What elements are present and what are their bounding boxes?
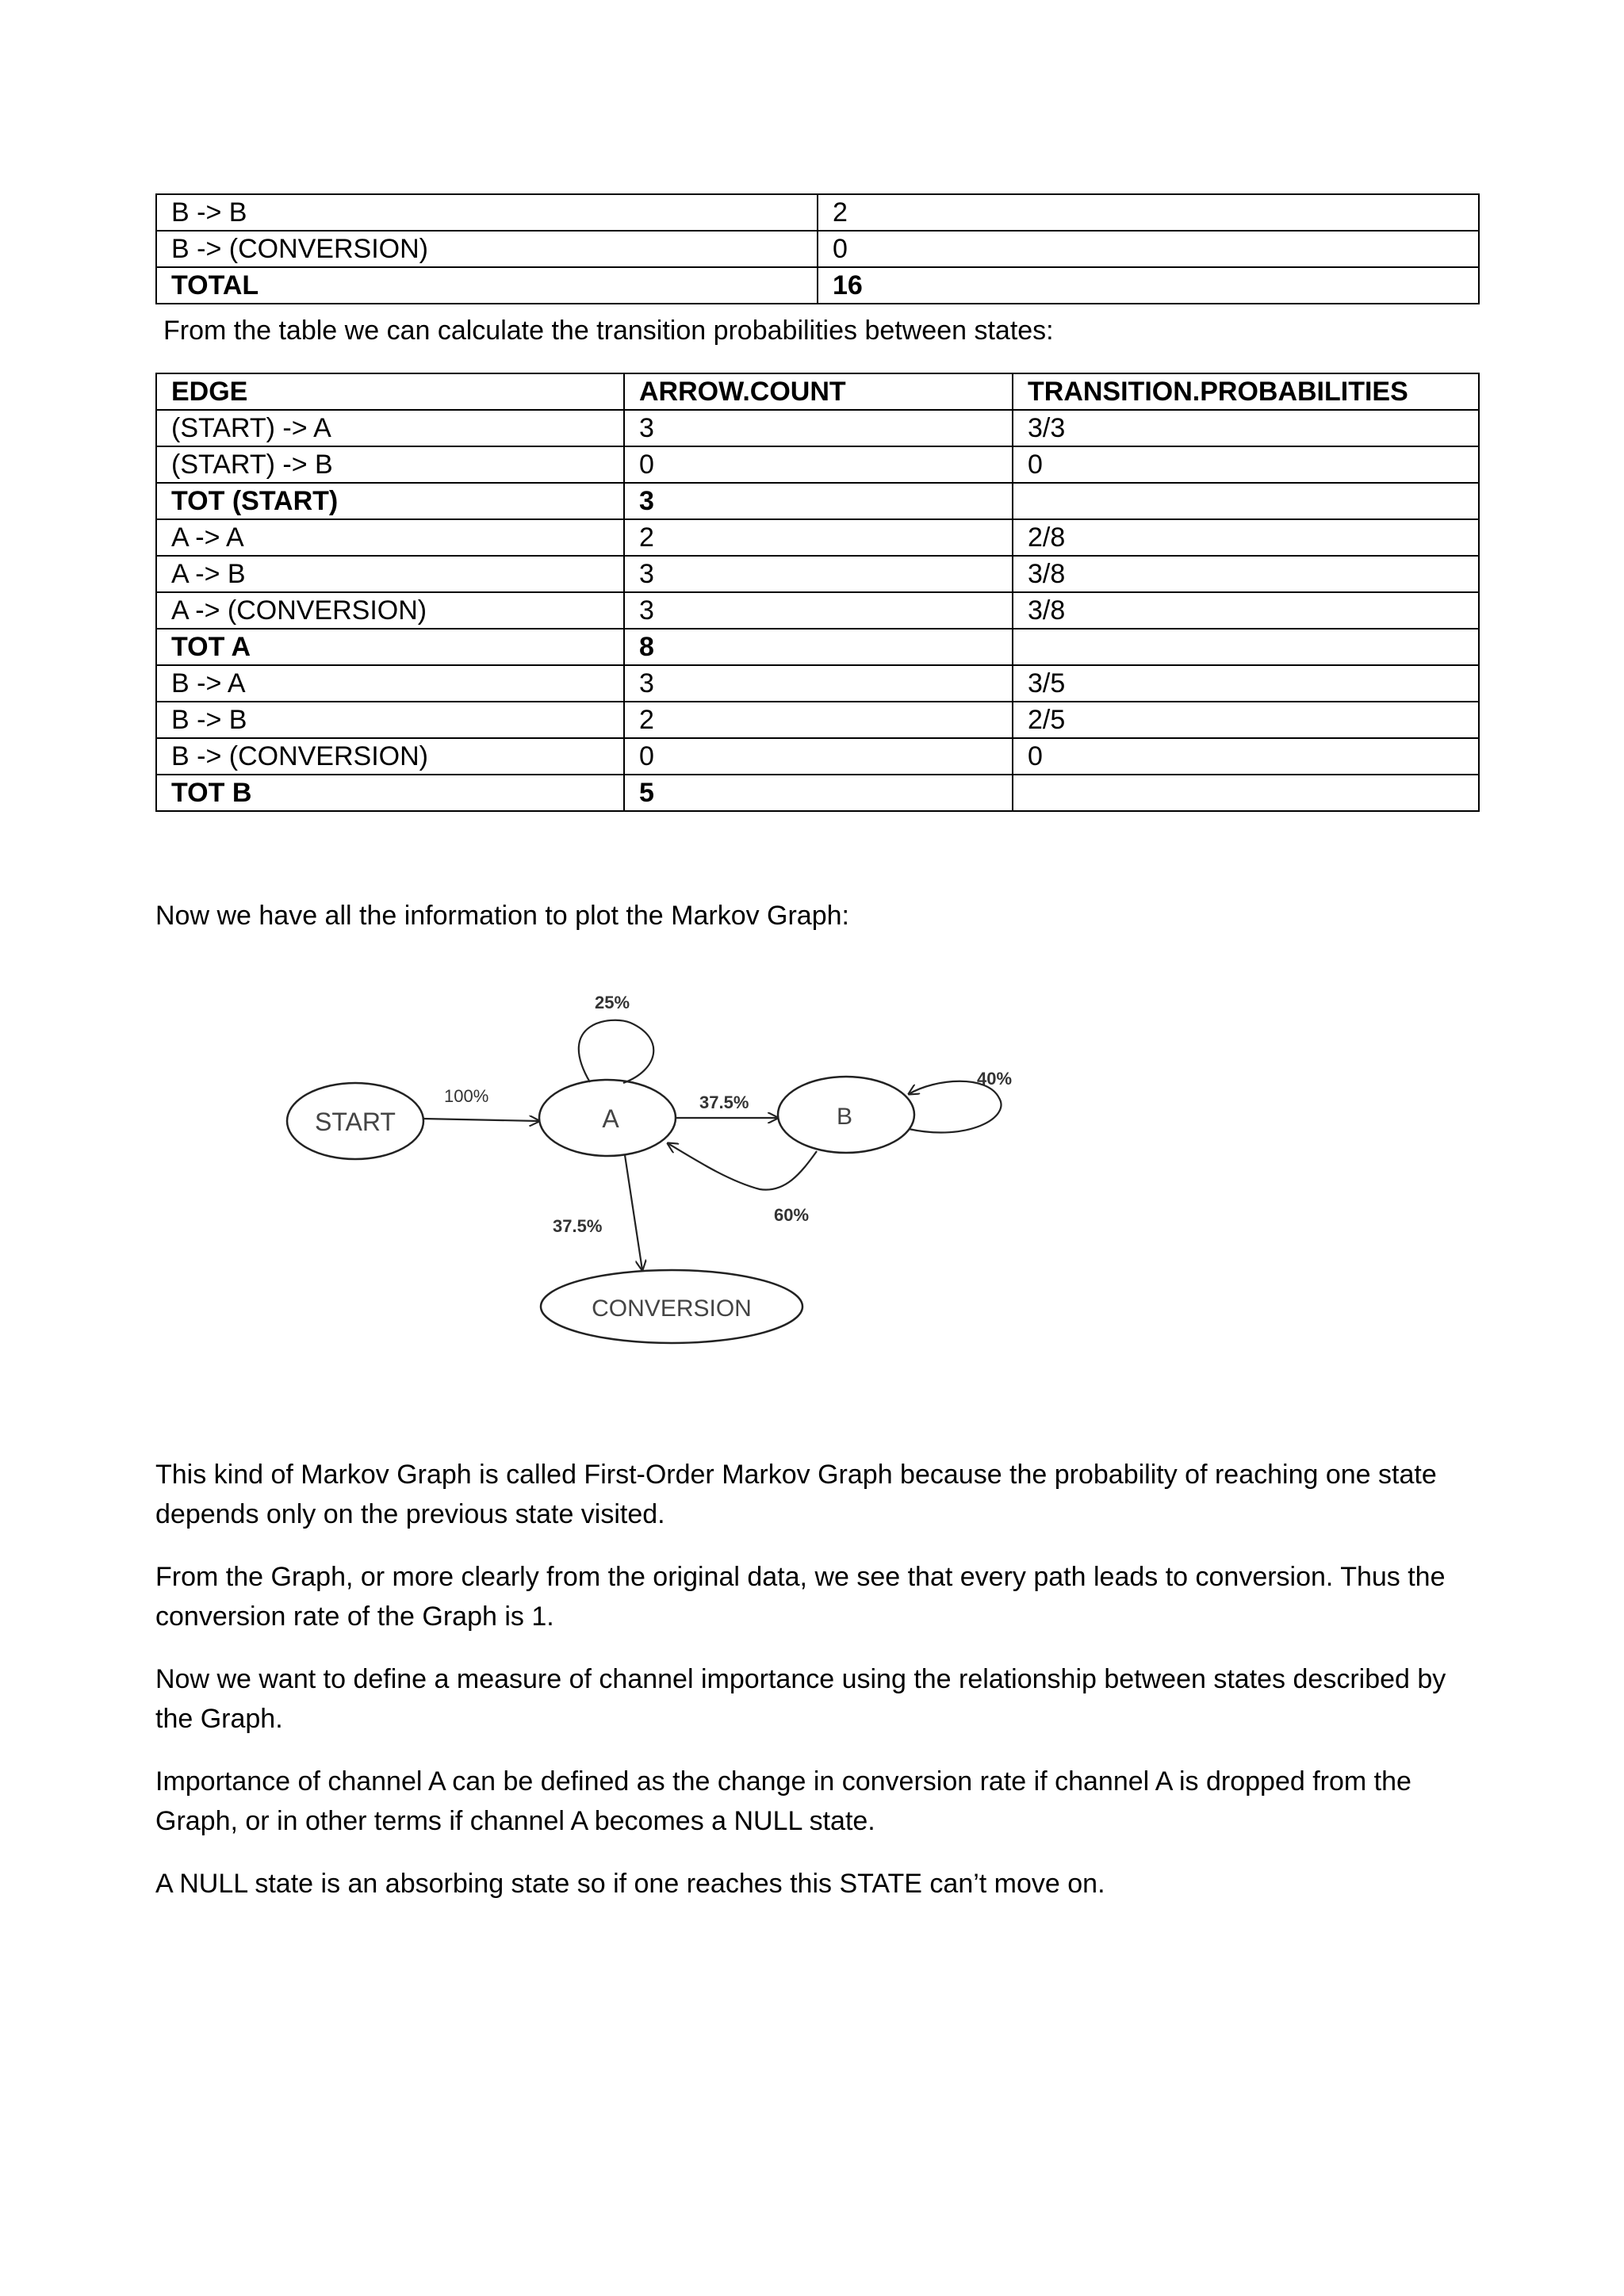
edge-b-b	[909, 1081, 1001, 1133]
count-cell: 0	[624, 446, 1013, 483]
edge-b-a	[668, 1143, 817, 1190]
prob-cell: 2/5	[1013, 702, 1479, 738]
prob-cell: 3/8	[1013, 592, 1479, 629]
table-row-total	[156, 483, 1479, 519]
count-cell: 2	[624, 702, 1013, 738]
prob-cell: 3/5	[1013, 665, 1479, 702]
edge-start-a-label: 100%	[444, 1086, 489, 1106]
prob-cell: 0	[1013, 446, 1479, 483]
paragraph: Now we want to define a measure of channel importance using the relationship between states described by the Graph.	[155, 1664, 1446, 1734]
edge-b-a-label: 60%	[774, 1205, 810, 1225]
table-row-total	[156, 775, 1479, 811]
edge-a-conversion-label: 37.5%	[553, 1216, 603, 1236]
edge-cell: B -> (CONVERSION)	[156, 231, 818, 267]
count-cell: 0	[624, 738, 1013, 775]
start-node-label: START	[315, 1108, 396, 1136]
edge-cell: A -> A	[156, 519, 624, 556]
column-header: ARROW.COUNT	[624, 373, 1013, 410]
edge-cell: TOT (START)	[156, 483, 624, 519]
table-row	[156, 665, 1479, 702]
edge-cell: B -> A	[156, 665, 624, 702]
prob-cell	[1013, 629, 1479, 665]
column-header: EDGE	[156, 373, 624, 410]
count-cell: 2	[624, 519, 1013, 556]
table-row	[156, 738, 1479, 775]
edge-start-a	[423, 1119, 539, 1121]
table-row-total	[156, 267, 1479, 304]
markov-graph	[270, 967, 1063, 1364]
count-cell: 3	[624, 556, 1013, 592]
edge-cell: TOTAL	[156, 267, 818, 304]
table-header-row	[156, 373, 1479, 410]
table-row	[156, 702, 1479, 738]
count-cell: 3	[624, 665, 1013, 702]
count-cell: 16	[818, 267, 1479, 304]
count-cell: 2	[818, 194, 1479, 231]
conversion-node-label: CONVERSION	[592, 1295, 752, 1322]
prob-cell: 3/3	[1013, 410, 1479, 446]
paragraph: Importance of channel A can be defined as the change in conversion rate if channel A is dropped from the Graph, or in other terms if channel A becomes a NULL state.	[155, 1766, 1411, 1836]
prob-cell: 2/8	[1013, 519, 1479, 556]
edge-cell: TOT B	[156, 775, 624, 811]
b-node-label: B	[836, 1104, 853, 1130]
count-cell: 0	[818, 231, 1479, 267]
paragraph: From the Graph, or more clearly from the original data, we see that every path leads to conversion. Thus the conversion rate of the Graph is 1.	[155, 1562, 1446, 1632]
edge-cell: TOT A	[156, 629, 624, 665]
counts-table	[155, 193, 1480, 304]
graph-intro-text: Now we have all the information to plot the Markov Graph:	[155, 901, 849, 931]
edge-cell: B -> B	[156, 702, 624, 738]
edge-a-a-label: 25%	[594, 993, 630, 1012]
edge-cell: (START) -> A	[156, 410, 624, 446]
a-node-label: A	[602, 1104, 619, 1133]
table-row	[156, 446, 1479, 483]
table-row	[156, 231, 1479, 267]
prob-cell	[1013, 483, 1479, 519]
paragraph: A NULL state is an absorbing state so if one reaches this STATE can’t move on.	[155, 1869, 1105, 1899]
paragraph: This kind of Markov Graph is called First-Order Markov Graph because the probability of reaching one state depends only on the previous state visited.	[155, 1460, 1437, 1529]
edge-cell: A -> B	[156, 556, 624, 592]
table-row-total	[156, 629, 1479, 665]
edge-a-a	[579, 1020, 653, 1083]
table-row	[156, 592, 1479, 629]
prob-cell: 3/8	[1013, 556, 1479, 592]
edge-cell: B -> B	[156, 194, 818, 231]
edge-a-b-label: 37.5%	[699, 1093, 749, 1112]
table-row	[156, 194, 1479, 231]
edge-cell: A -> (CONVERSION)	[156, 592, 624, 629]
prob-cell: 0	[1013, 738, 1479, 775]
table-row	[156, 556, 1479, 592]
table-row	[156, 519, 1479, 556]
edge-cell: B -> (CONVERSION)	[156, 738, 624, 775]
intro-text: From the table we can calculate the transition probabilities between states:	[163, 316, 1054, 346]
column-header: TRANSITION.PROBABILITIES	[1013, 373, 1479, 410]
prob-cell	[1013, 775, 1479, 811]
count-cell: 8	[624, 629, 1013, 665]
count-cell: 3	[624, 410, 1013, 446]
edge-cell: (START) -> B	[156, 446, 624, 483]
count-cell: 5	[624, 775, 1013, 811]
edge-b-b-label: 40%	[977, 1069, 1013, 1089]
edge-a-conversion	[625, 1155, 642, 1270]
count-cell: 3	[624, 483, 1013, 519]
count-cell: 3	[624, 592, 1013, 629]
transition-table	[155, 373, 1480, 812]
table-row	[156, 410, 1479, 446]
